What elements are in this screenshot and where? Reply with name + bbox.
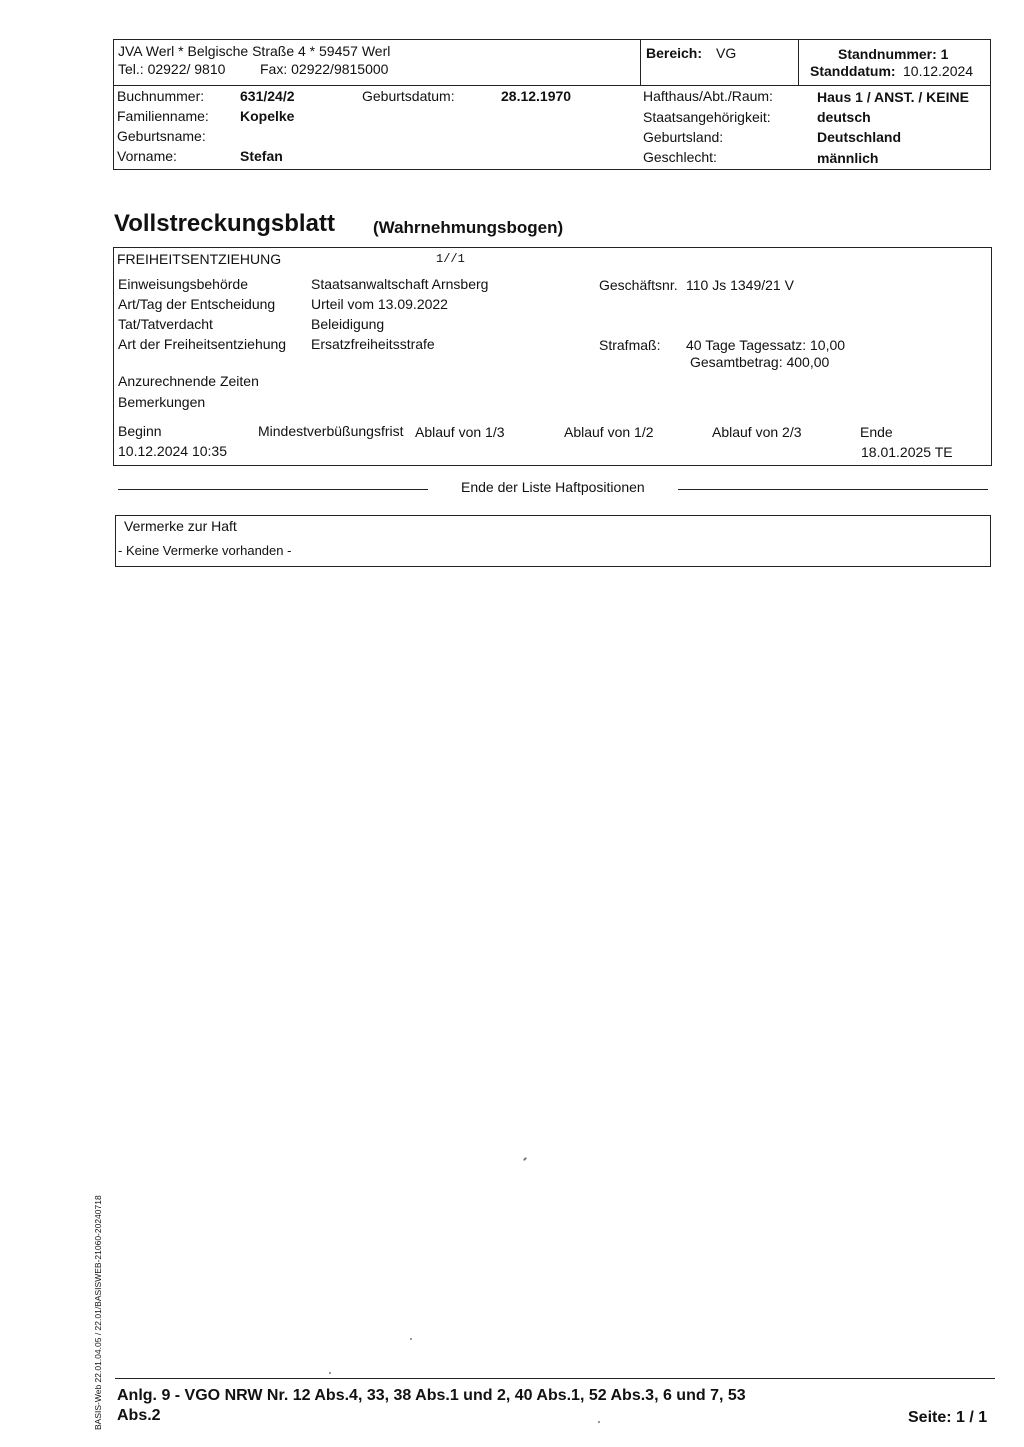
strafmass-line2: Gesamtbetrag: 400,00 [690, 354, 830, 370]
footer-legal-line2: Abs.2 [117, 1407, 161, 1424]
ablauf-12-label: Ablauf von 1/2 [564, 424, 654, 440]
familienname-value: Kopelke [240, 108, 295, 124]
einweisung-label: Einweisungsbehörde [118, 276, 248, 292]
side-note-text: BASIS-Web 22.01.04.05 / 22.01/BASISWEB-21060-20240718 [93, 1195, 103, 1430]
geschlecht-label: Geschlecht: [643, 149, 717, 165]
mindest-label: Mindestverbüßungsfrist [258, 423, 404, 439]
fax: Fax: 02922/9815000 [260, 61, 389, 77]
arttag-label: Art/Tag der Entscheidung [118, 296, 276, 312]
page-number: Seite: 1 / 1 [908, 1409, 988, 1426]
position-counter: 1//1 [436, 252, 465, 266]
arttag-value: Urteil vom 13.09.2022 [311, 296, 448, 312]
geschaeftsnr-label: Geschäftsnr. [599, 277, 678, 293]
scan-speck [598, 1421, 600, 1423]
vorname-value: Stefan [240, 148, 283, 164]
art-label: Art der Freiheitsentziehung [118, 336, 287, 352]
geburtsdatum-label: Geburtsdatum: [362, 88, 455, 104]
page-title: Vollstreckungsblatt [114, 210, 335, 237]
header-divider [113, 85, 991, 86]
scan-speck [410, 1338, 412, 1340]
standnummer: Standnummer: 1 [838, 46, 949, 62]
ablauf-13-label: Ablauf von 1/3 [415, 424, 505, 440]
scan-speck [329, 1372, 331, 1374]
header-vdivider-2 [798, 39, 799, 86]
vermerke-box [115, 515, 991, 567]
scan-speck [523, 1157, 527, 1161]
tat-value: Beleidigung [311, 316, 385, 332]
list-end-rule-right [678, 489, 988, 490]
list-end-rule-left [118, 489, 428, 490]
tat-label: Tat/Tatverdacht [118, 316, 213, 332]
strafmass-label: Strafmaß: [599, 337, 661, 353]
familienname-label: Familienname: [117, 108, 209, 124]
beginn-value: 10.12.2024 10:35 [118, 443, 227, 459]
anzurechnen-label: Anzurechnende Zeiten [118, 373, 259, 389]
geburtsland-label: Geburtsland: [643, 129, 724, 145]
ende-value: 18.01.2025 TE [861, 444, 953, 460]
buchnummer-value: 631/24/2 [240, 88, 295, 104]
strafmass-line1: 40 Tage Tagessatz: 10,00 [686, 337, 846, 353]
telephone: Tel.: 02922/ 9810 [118, 61, 226, 77]
header-vdivider-1 [640, 39, 641, 86]
ablauf-23-label: Ablauf von 2/3 [712, 424, 802, 440]
geschaeftsnr-value: 110 Js 1349/21 V [686, 277, 794, 293]
vorname-label: Vorname: [117, 148, 177, 164]
freiheitsentziehung-header: FREIHEITSENTZIEHUNG [117, 251, 282, 267]
ende-label: Ende [860, 424, 893, 440]
vermerke-title: Vermerke zur Haft [124, 518, 237, 534]
bemerkungen-label: Bemerkungen [118, 394, 206, 410]
vermerke-text: - Keine Vermerke vorhanden - [118, 543, 292, 558]
geburtsdatum-value: 28.12.1970 [501, 88, 572, 104]
footer-legal-line1: Anlg. 9 - VGO NRW Nr. 12 Abs.4, 33, 38 Abs.1 und 2, 40 Abs.1, 52 Abs.3, 6 und 7, 53 [117, 1387, 746, 1404]
standdatum-label: Standdatum: [810, 63, 896, 79]
list-end-text: Ende der Liste Haftpositionen [461, 479, 645, 495]
standdatum-value: 10.12.2024 [903, 63, 974, 79]
buchnummer-label: Buchnummer: [117, 88, 205, 104]
staatsangehoerigkeit-label: Staatsangehörigkeit: [643, 109, 771, 125]
geburtsname-label: Geburtsname: [117, 128, 206, 144]
address-line: JVA Werl * Belgische Straße 4 * 59457 Werl [118, 43, 391, 59]
bereich-value: VG [716, 45, 737, 61]
bereich-label: Bereich: [646, 45, 703, 61]
staatsangehoerigkeit-value: deutsch [817, 109, 871, 125]
page-subtitle: (Wahrnehmungsbogen) [373, 218, 564, 237]
beginn-label: Beginn [118, 423, 162, 439]
hafthaus-label: Hafthaus/Abt./Raum: [643, 88, 773, 104]
geschlecht-value: männlich [817, 150, 879, 166]
einweisung-value: Staatsanwaltschaft Arnsberg [311, 276, 489, 292]
side-note [93, 1195, 103, 1430]
footer-rule [115, 1378, 995, 1379]
geburtsland-value: Deutschland [817, 129, 902, 145]
hafthaus-value: Haus 1 / ANST. / KEINE [817, 89, 969, 105]
art-value: Ersatzfreiheitsstrafe [311, 336, 435, 352]
